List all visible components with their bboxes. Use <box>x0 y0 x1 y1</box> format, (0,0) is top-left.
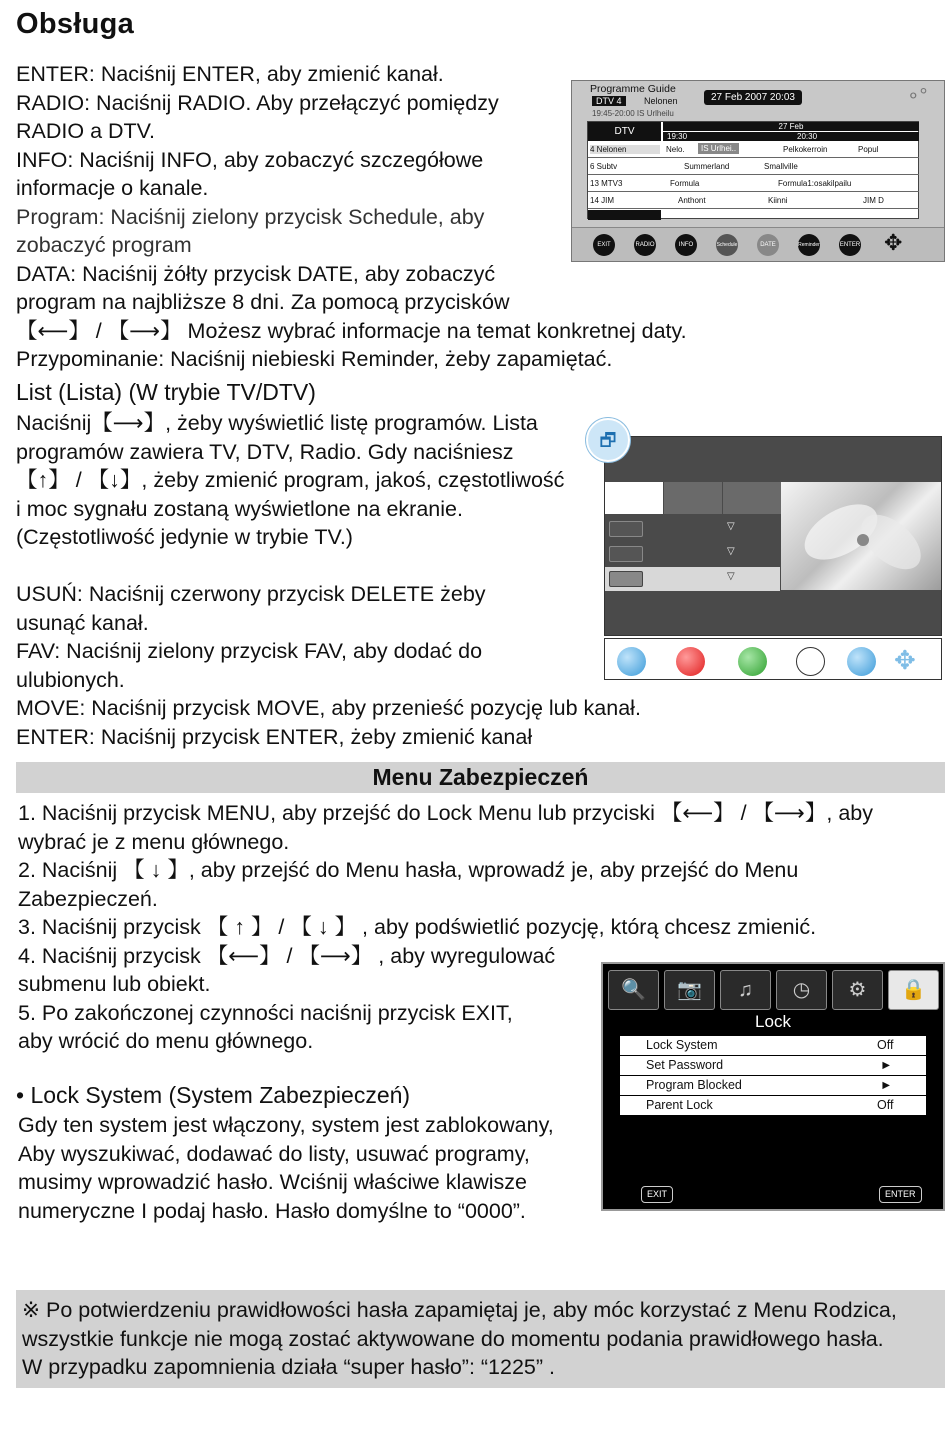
list-item-selected[interactable] <box>605 567 780 591</box>
guide-row-prog: Kiinni <box>768 196 788 205</box>
guide-row-prog: Formula1:osakilpailu <box>778 179 852 188</box>
guide-row[interactable] <box>588 176 919 192</box>
flower-icon <box>781 482 941 590</box>
security-line: Zabezpieczeń. <box>18 886 158 911</box>
security-line: 5. Po zakończonej czynności naciśnij przycisk EXIT, <box>18 1000 513 1025</box>
guide-row-prog: Popul <box>858 145 879 154</box>
music-icon[interactable]: ♫ <box>720 970 771 1010</box>
list-line: ENTER: Naciśnij przycisk ENTER, żeby zmienić kanał <box>16 724 533 749</box>
list-item[interactable] <box>605 517 780 541</box>
list-window <box>604 436 942 636</box>
flower-preview-image <box>781 482 941 590</box>
program-blocked-item[interactable] <box>620 1076 926 1095</box>
intro-line: informacje o kanale. <box>16 176 209 200</box>
parent-lock-item[interactable] <box>620 1096 926 1115</box>
guide-datetime: 27 Feb 2007 20:03 <box>704 90 802 105</box>
guide-col-dtv: DTV <box>588 122 661 141</box>
guide-row-prog: Formula <box>670 179 700 188</box>
clock-icon[interactable]: ◷ <box>776 970 827 1010</box>
security-line: 1. Naciśnij przycisk MENU, aby przejść do Lock Menu lub przyciski 【⟵】 / 【⟶】, aby <box>18 801 873 825</box>
item-value: Off <box>877 1098 894 1112</box>
intro-line: zobaczyć program <box>16 233 192 257</box>
guide-row-prog: Pelkokerroin <box>783 145 828 154</box>
guide-row[interactable] <box>588 193 919 209</box>
guide-channel: DTV 4 <box>592 96 626 106</box>
lock-line: Gdy ten system jest włączony, system jest zablokowany, <box>18 1113 554 1137</box>
red-delete-button[interactable] <box>676 647 705 676</box>
guide-date: 27 Feb <box>663 122 919 131</box>
list-tab-active[interactable] <box>605 482 663 514</box>
intro-line: 【⟵】 / 【⟶】 Możesz wybrać informacje na temat konkretnej daty. <box>16 318 687 343</box>
search-channel-icon[interactable]: 🔍 <box>608 970 659 1010</box>
lock-menu-title: Lock <box>755 1012 791 1031</box>
info-button[interactable]: INFO <box>675 234 697 256</box>
guide-channel-name: Nelonen <box>644 96 678 106</box>
green-fav-button[interactable] <box>738 647 767 676</box>
blue-button[interactable] <box>617 647 646 676</box>
guide-button-bar <box>572 227 944 261</box>
lock-text <box>18 1111 554 1225</box>
security-line: submenu lub obiekt. <box>18 972 211 996</box>
lock-line: musimy wprowadzić hasło. Wciśnij właściwe klawisze <box>18 1170 527 1194</box>
list-line: 【↑】 / 【↓】, żeby zmienić program, jakoś, częstotliwość <box>16 468 565 492</box>
item-value: ► <box>880 1058 893 1072</box>
chevron-down-icon: ▽ <box>727 521 735 532</box>
navigation-arrows-icon: ✥ <box>884 230 903 255</box>
navigation-arrows-icon: ✥ <box>894 645 916 675</box>
reminder-button[interactable]: Reminder <box>798 234 820 256</box>
item-label: Lock System <box>646 1038 718 1052</box>
security-line: aby wrócić do menu głównego. <box>18 1029 314 1053</box>
date-button[interactable]: DATE <box>757 234 779 256</box>
camera-icon[interactable]: 📷 <box>664 970 715 1010</box>
lock-icon[interactable]: 🔒 <box>888 970 939 1010</box>
guide-row-channel: 14 JIM <box>590 196 615 205</box>
guide-row-prog: Anthont <box>678 196 706 205</box>
exit-button[interactable]: EXIT <box>593 234 615 256</box>
gear-icon[interactable]: ⚙ <box>832 970 883 1010</box>
enter-button[interactable]: ENTER <box>879 1186 922 1203</box>
radio-button[interactable]: RADIO <box>634 234 656 256</box>
guide-title: Programme Guide <box>590 83 676 95</box>
enter-button[interactable]: ENTER <box>839 234 861 256</box>
guide-row-prog: Summerland <box>684 162 730 171</box>
intro-line: RADIO: Naciśnij RADIO. Aby przełączyć pomiędzy <box>16 90 499 115</box>
item-value: ► <box>880 1078 893 1092</box>
lock-menu-screenshot <box>601 962 945 1211</box>
security-line: 3. Naciśnij przycisk 【 ↑ 】 / 【 ↓ 】 , aby podświetlić pozycję, którą chcesz zmienić. <box>18 915 817 939</box>
item-value: Off <box>877 1038 894 1052</box>
white-move-button[interactable] <box>796 647 825 676</box>
guide-grid <box>587 121 919 219</box>
channel-list-icon: 🗗 <box>586 418 630 462</box>
list-line: FAV: Naciśnij zielony przycisk FAV, aby dodać do <box>16 639 483 663</box>
lock-system-item[interactable] <box>620 1036 926 1055</box>
list-tab[interactable] <box>723 482 781 514</box>
list-line: ulubionych. <box>16 667 125 692</box>
note-box <box>16 1290 945 1388</box>
list-line: USUŃ: Naciśnij czerwony przycisk DELETE żeby <box>16 582 486 606</box>
guide-time-2030: 20:30 <box>797 132 818 141</box>
lock-heading: • Lock System (System Zabezpieczeń) <box>16 1082 411 1108</box>
list-line <box>16 552 641 581</box>
list-line: (Częstotliwość jedynie w trybie TV.) <box>16 525 353 549</box>
guide-row[interactable] <box>588 142 919 158</box>
guide-row-channel: 13 MTV3 <box>590 179 623 188</box>
intro-line: INFO: Naciśnij INFO, aby zobaczyć szczegółowe <box>16 147 484 172</box>
lock-line: Aby wyszukiwać, dodawać do listy, usuwać programy, <box>18 1141 530 1166</box>
guide-time-line: 19:45-20:00 IS Urlheilu <box>592 109 674 118</box>
dots-icon: ∘° <box>907 85 928 107</box>
intro-line: Program: Naciśnij zielony przycisk Schedule, aby <box>16 204 485 229</box>
security-line: 4. Naciśnij przycisk 【⟵】 / 【⟶】 , aby wyregulować <box>18 943 556 968</box>
programme-guide-screenshot <box>571 80 945 262</box>
blue-enter-button[interactable] <box>847 647 876 676</box>
guide-row-prog: IS Urlhei.. <box>698 143 739 154</box>
guide-row-prog: Smallville <box>764 162 798 171</box>
list-line: i moc sygnału zostaną wyświetlone na ekranie. <box>16 496 463 521</box>
channel-list-screenshot <box>599 430 942 678</box>
chevron-down-icon: ▽ <box>727 546 735 557</box>
intro-line: DATA: Naciśnij żółty przycisk DATE, aby zobaczyć <box>16 261 496 286</box>
exit-button[interactable]: EXIT <box>641 1186 673 1203</box>
guide-row[interactable] <box>588 159 919 175</box>
guide-row-prog: JIM D <box>863 196 884 205</box>
note-line: wszystkie funkcje nie mogą zostać aktywowane do momentu podania prawidłowego hasła. <box>22 1326 884 1351</box>
note-line: ※ Po potwierdzeniu prawidłowości hasła zapamiętaj je, aby móc korzystać z Menu Rodzica, <box>22 1298 897 1322</box>
guide-grid-footer <box>588 210 661 220</box>
item-label: Parent Lock <box>646 1098 713 1112</box>
list-line: Naciśnij【⟶】, żeby wyświetlić listę programów. Lista <box>16 411 538 435</box>
list-heading: List (Lista) (W trybie TV/DTV) <box>16 379 316 405</box>
set-password-item[interactable] <box>620 1056 926 1075</box>
list-tab[interactable] <box>664 482 722 514</box>
list-line: usunąć kanał. <box>16 610 149 635</box>
chevron-down-icon: ▽ <box>727 571 735 582</box>
guide-row-prog: Nelo. <box>666 145 685 154</box>
security-section-title: Menu Zabezpieczeń <box>16 762 945 793</box>
guide-times <box>663 132 919 141</box>
intro-line: RADIO a DTV. <box>16 119 155 143</box>
intro-line: ENTER: Naciśnij ENTER, aby zmienić kanał. <box>16 62 444 86</box>
page-title: Obsługa <box>16 8 135 40</box>
lock-line: numeryczne I podaj hasło. Hasło domyślne to “0000”. <box>18 1198 526 1223</box>
list-item[interactable] <box>605 542 780 566</box>
security-line: wybrać je z menu głównego. <box>18 829 290 854</box>
guide-time-1930: 19:30 <box>667 132 688 141</box>
intro-line: program na najbliższe 8 dni. Za pomocą przycisków <box>16 290 510 314</box>
item-label: Program Blocked <box>646 1078 742 1092</box>
list-line: MOVE: Naciśnij przycisk MOVE, aby przenieść pozycję lub kanał. <box>16 696 641 720</box>
security-line: 2. Naciśnij 【 ↓ 】, aby przejść do Menu hasła, wprowadź je, aby przejść do Menu <box>18 858 799 882</box>
list-line: programów zawiera TV, DTV, Radio. Gdy naciśniesz <box>16 439 514 464</box>
schedule-button[interactable]: Schedule <box>716 234 738 256</box>
guide-row-channel: 4 Nelonen <box>590 145 660 154</box>
list-button-bar <box>604 638 942 680</box>
item-label: Set Password <box>646 1058 724 1072</box>
intro-line: Przypominanie: Naciśnij niebieski Reminder, żeby zapamiętać. <box>16 347 613 371</box>
list-text <box>16 409 641 751</box>
note-line: W przypadku zapomnienia działa “super hasło”: “1225” . <box>22 1355 555 1379</box>
guide-row-channel: 6 Subtv <box>590 162 618 171</box>
